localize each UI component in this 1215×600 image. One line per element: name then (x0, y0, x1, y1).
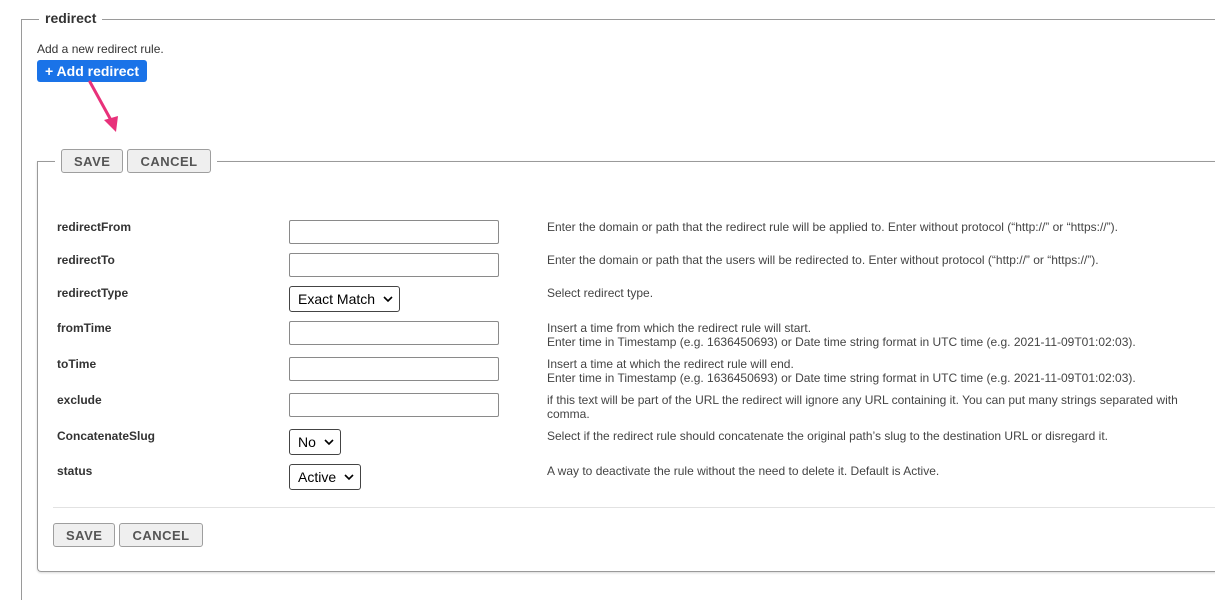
chevron-down-icon (383, 294, 393, 304)
cancel-button-bottom[interactable]: CANCEL (119, 523, 202, 547)
status-label: status (57, 464, 93, 478)
from-time-help (547, 321, 1197, 349)
redirect-from-label: redirectFrom (57, 220, 132, 234)
form-bottom-actions (53, 523, 203, 547)
redirect-to-input[interactable] (289, 253, 499, 277)
to-time-input[interactable] (289, 357, 499, 381)
from-time-help-line2: Enter time in Timestamp (e.g. 1636450693) or Date time string format in UTC time (e.g. 2021-11-09T01:02:03). (547, 335, 1136, 349)
to-time-help-line2: Enter time in Timestamp (e.g. 1636450693) or Date time string format in UTC time (e.g. 2021-11-09T01:02:03). (547, 371, 1136, 385)
redirect-to-label: redirectTo (57, 253, 115, 267)
to-time-label: toTime (57, 357, 97, 371)
form-top-actions (55, 149, 217, 173)
annotation-arrow-icon (80, 78, 130, 138)
section-legend: redirect (39, 10, 102, 26)
exclude-label: exclude (57, 393, 102, 407)
concatenate-slug-help: Select if the redirect rule should concatenate the original path’s slug to the destination URL or disregard it. (547, 429, 1108, 443)
redirect-type-label: redirectType (57, 286, 129, 300)
form-divider (53, 507, 1215, 508)
concatenate-slug-value: No (298, 434, 316, 450)
save-button-top[interactable]: SAVE (61, 149, 123, 173)
from-time-label: fromTime (57, 321, 112, 335)
chevron-down-icon (324, 437, 334, 447)
concatenate-slug-label: ConcatenateSlug (57, 429, 156, 443)
from-time-input[interactable] (289, 321, 499, 345)
status-help: A way to deactivate the rule without the need to delete it. Default is Active. (547, 464, 940, 478)
to-time-help (547, 357, 1197, 385)
redirect-from-input[interactable] (289, 220, 499, 244)
exclude-help: if this text will be part of the URL the redirect will ignore any URL containing it. You can put many strings separated with comma. (547, 393, 1178, 421)
section-description: Add a new redirect rule. (37, 42, 164, 56)
status-select[interactable] (289, 464, 361, 490)
status-value: Active (298, 469, 337, 485)
redirect-type-select[interactable] (289, 286, 400, 312)
redirect-from-help: Enter the domain or path that the redirect rule will be applied to. Enter without protocol (“http://” or “https://”). (547, 220, 1118, 234)
to-time-help-line1: Insert a time at which the redirect rule will end. (547, 357, 794, 371)
exclude-input[interactable] (289, 393, 499, 417)
save-button-bottom[interactable]: SAVE (53, 523, 115, 547)
concatenate-slug-select[interactable] (289, 429, 341, 455)
add-redirect-button[interactable]: + Add redirect (37, 60, 147, 82)
redirect-type-help: Select redirect type. (547, 286, 654, 300)
redirect-to-help: Enter the domain or path that the users will be redirected to. Enter without protocol (“http://” or “https://”). (547, 253, 1099, 267)
cancel-button-top[interactable]: CANCEL (127, 149, 210, 173)
chevron-down-icon (344, 472, 354, 482)
redirect-type-value: Exact Match (298, 291, 376, 307)
from-time-help-line1: Insert a time from which the redirect rule will start. (547, 321, 812, 335)
